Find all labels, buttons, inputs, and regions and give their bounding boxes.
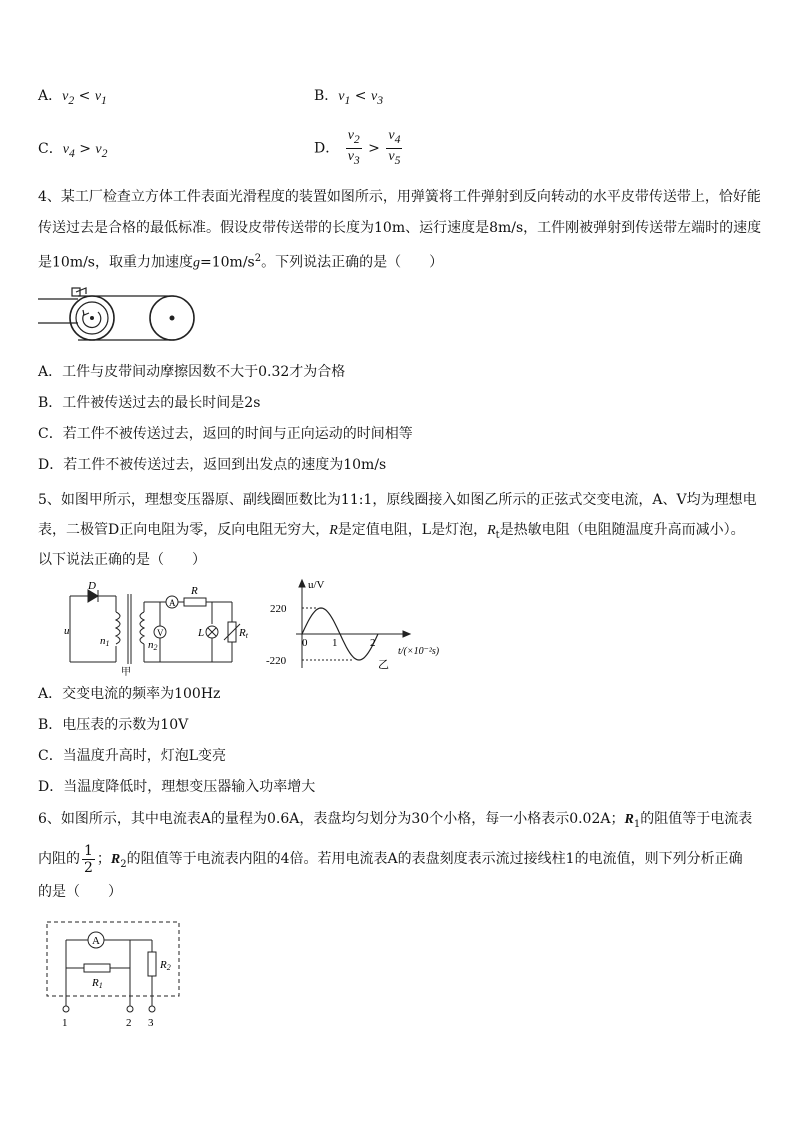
source-u-label: u <box>64 625 70 637</box>
lamp-label: L <box>198 627 205 639</box>
terminal-3-label: 3 <box>148 1017 154 1029</box>
q3-option-b: B．$v_1 < v_3$ <box>314 88 384 107</box>
conveyor-figure <box>36 284 196 344</box>
q5-stem-line-3: 以下说法正确的是（ ） <box>38 552 206 568</box>
r2-label: R2 <box>160 959 171 972</box>
graph-y-max-label: 220 <box>270 603 287 615</box>
q3-option-c: C．$v_4 > v_2$ <box>38 141 108 160</box>
terminal-1-label: 1 <box>62 1017 68 1029</box>
q4-stem-line-2: 传送过去是合格的最低标准。假设皮带传送带的长度为10m、运行速度是8m/s，工件刚被弹射到传送带左端时的速度 <box>38 220 762 236</box>
resistor-r-label: R <box>191 585 198 597</box>
diode-label: D <box>88 582 96 592</box>
q4-option-b: B．工件被传送过去的最长时间是2s <box>38 395 261 411</box>
ammeter-shunt-circuit-figure <box>44 918 184 1030</box>
q4-option-c: C．若工件不被传送过去，返回的时间与正向运动的时间相等 <box>38 426 413 442</box>
q4-option-d: D．若工件不被传送过去，返回到出发点的速度为10m/s <box>38 457 387 473</box>
voltmeter-label: V <box>157 628 164 638</box>
q5-stem-line-2: 表，二极管D正向电阻为零，反向电阻无穷大，R是定值电阻，L是灯泡，$R_t$是热敏电阻（电阻随温度升高而减小）。 <box>38 522 745 541</box>
thermistor-label: Rt <box>239 627 248 640</box>
q4-option-a: A．工件与皮带间动摩擦因数不大于0.32才为合格 <box>38 364 346 380</box>
ammeter-label: A <box>169 598 176 608</box>
graph-y-axis-label: u/V <box>308 579 325 591</box>
q5-option-c: C．当温度升高时，灯泡L变亮 <box>38 748 227 764</box>
fraction-v4-v5: $\frac{v_4}{v_5}$ <box>388 128 401 167</box>
q5-option-a: A．交变电流的频率为100Hz <box>38 686 221 702</box>
q5-option-d: D．当温度降低时，理想变压器输入功率增大 <box>38 779 316 795</box>
ammeter-a-label: A <box>92 935 100 947</box>
q5-option-b: B．电压表的示数为10V <box>38 717 189 733</box>
graph-tick-2-label: 2 <box>370 637 376 649</box>
n2-label: n2 <box>148 639 158 652</box>
q4-stem-line-3: 是10m/s，取重力加速度$g=10m/s^2$。下列说法正确的是（ ） <box>38 253 444 271</box>
r1-label: R1 <box>92 977 103 990</box>
graph-tick-1-label: 1 <box>332 637 338 649</box>
sine-wave-graph <box>266 578 456 670</box>
q6-stem-line-3: 的是（ ） <box>38 884 122 900</box>
fraction-one-half: $\frac{1}{2}$ <box>84 842 93 876</box>
terminal-2-label: 2 <box>126 1017 132 1029</box>
graph-origin-label: 0 <box>302 637 308 649</box>
n1-label: n1 <box>100 635 110 648</box>
graph-x-axis-label: t/(×10⁻²s) <box>398 646 440 657</box>
q3-option-a: A．$v_2 < v_1$ <box>38 88 107 107</box>
figure-yi-label: 乙 <box>378 659 389 670</box>
q6-stem-line-2: 内阻的 $\frac{1}{2}$ ；$R_2$的阻值等于电流表内阻的4倍。若用电流表A的表盘刻度表示流过接线柱1的电流值，则下列分析正确 <box>38 842 743 876</box>
q3-option-d: D． $\frac{v_2}{v_3}$ > $\frac{v_4}{v_5}$ <box>314 128 401 167</box>
graph-y-min-label: -220 <box>266 655 287 667</box>
q5-stem-line-1: 5、如图甲所示，理想变压器原、副线圈匝数比为11:1，原线圈接入如图乙所示的正弦式交变电流，A、V均为理想电 <box>38 492 757 508</box>
fraction-v2-v3: $\frac{v_2}{v_3}$ <box>347 128 360 167</box>
q6-stem-line-1: 6、如图所示，其中电流表A的量程为0.6A，表盘均匀划分为30个小格，每一小格表示0.02A；$R_1$的阻值等于电流表 <box>38 811 753 830</box>
figure-jia-label: 甲 <box>121 667 131 678</box>
q4-stem-line-1: 4、某工厂检查立方体工件表面光滑程度的装置如图所示，用弹簧将工件弹射到反向转动的水平皮带传送带上，恰好能 <box>38 189 761 205</box>
transformer-circuit-figure <box>62 582 262 678</box>
